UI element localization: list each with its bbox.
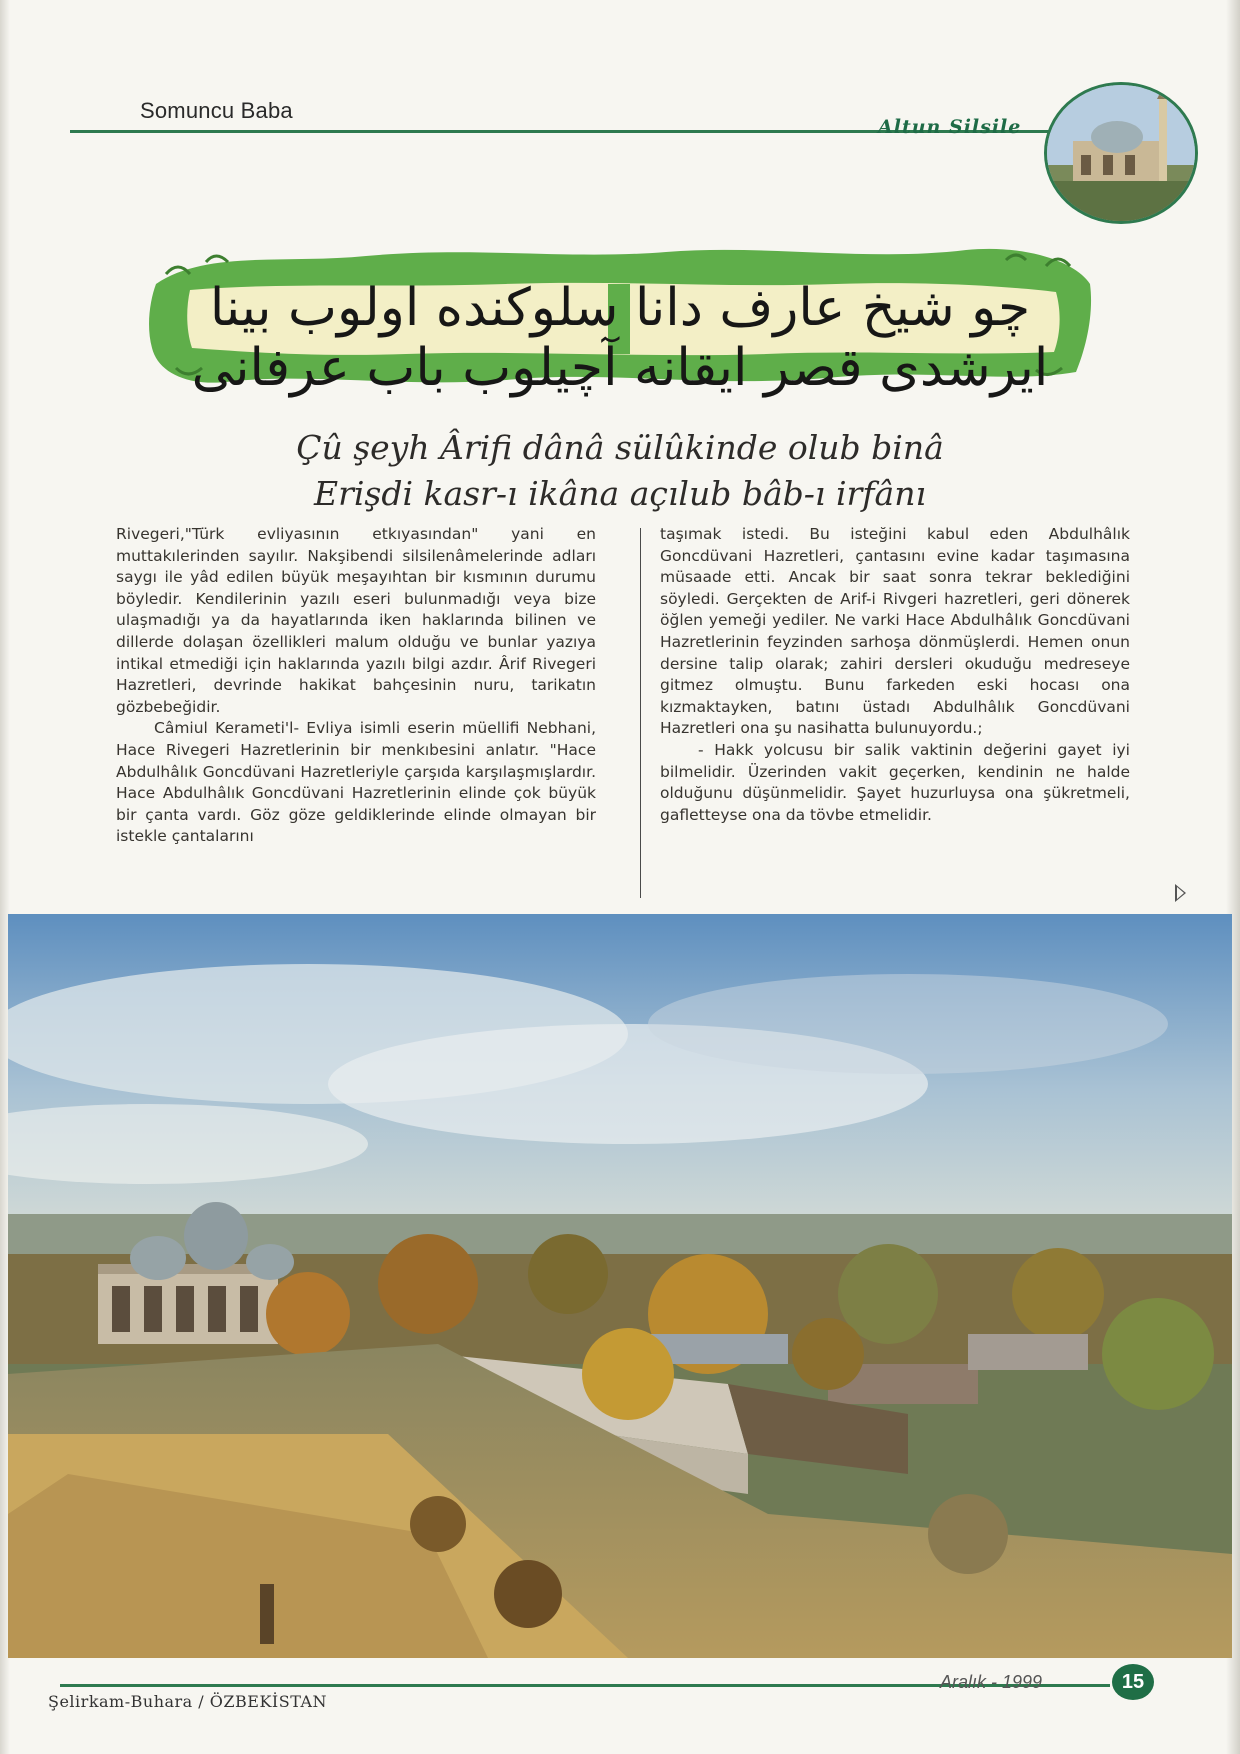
landscape-photo bbox=[8, 914, 1232, 1658]
article-paragraph: Câmiul Kerameti'l- Evliya isimli eserin müellifi Nebhani, Hace Rivegeri Hazretlerinin bir menkıbesini anlatır. "Hace Abdulhâlık Goncdüvani Hazretleriyle çarşıda karşılaşmışlardır. Hace Abdulhâlık Goncdüvani Hazretlerinin elinde çok büyük bir çanta vardı. Göz göze geldiklerinde elinde olmayan bir istekle çantalarını bbox=[116, 719, 596, 846]
photo-caption: Şelirkam-Buhara / ÖZBEKİSTAN bbox=[48, 1692, 328, 1711]
arabic-calligraphy: چو شیخ عارف دانا سلوکنده اولوب بینا ایرشدی قصر ایقانه آچیلوب باب عرفانی bbox=[191, 278, 1049, 398]
article-column-left bbox=[116, 524, 596, 848]
continue-arrow-icon bbox=[1175, 884, 1186, 902]
article-paragraph: - Hakk yolcusu bir salik vaktinin değerini gayet iyi bilmelidir. Üzerinden vakit geçerken, kendinin ne halde olduğunu düşünmelidir. Şayet huzurluysa ona şükretmeli, gafletteyse ona da tövbe etmelidir. bbox=[660, 740, 1130, 824]
mosque-thumbnail-image bbox=[1044, 82, 1198, 224]
column-divider bbox=[640, 528, 641, 898]
couplet-line-2: Erişdi kasr-ı ikâna açılub bâb-ı irfânı bbox=[313, 474, 926, 513]
issue-date: Aralık - 1999 bbox=[940, 1672, 1043, 1692]
calligraphy-banner bbox=[146, 244, 1094, 398]
article-paragraph: taşımak istedi. Bu isteğini kabul eden Abdulhâlık Goncdüvani Hazretleri, çantasını evine kadar taşımasına müsaade etti. Ancak bir saat sonra tekrar beklediğini söyledi. Gerçekten de Arif-i Rivgeri hazretleri, geri dönerek öğlen yemeği yediler. Ne varki Hace Abdulhâlık Goncdüvani Hazretlerinin feyzinden sarhoşa dönmüşlerdi. Hemen onun dersine talip olarak; zahiri dersleri okuduğu medreseye gitmez olmuştu. Bunu farkeden eski hocası ona kızmaktayken, batını üstadı Abdulhâlık Goncdüvani Hazretleri ona şu nasihatta bulunuyordu.; bbox=[660, 525, 1130, 738]
page-number: 15 bbox=[1112, 1664, 1154, 1700]
article-paragraph: Rivegeri,"Türk evliyasının etkıyasından" yani en muttakılerinden sayılır. Nakşibendi silsilenâmelerinde adları saygı ile yâd edilen büyük meşayıhtan bir kısmının durumu böyledir. Kendilerinin yazılı eseri bulunmadığı veya bize ulaşmadığı ya da hayatlarında iken haklarında bilinen ve dillerde dolaşan özellikleri malum olduğu ve bunlar yazıya intikal etmediği için haklarında yazılı bilgi azdır. Ârif Rivegeri Hazretleri, devrinde hakikat bahçesinin nuru, tarikatın gözbebeğidir. bbox=[116, 525, 596, 716]
magazine-title: Somuncu Baba bbox=[140, 98, 293, 123]
section-title: Altun Silsile bbox=[878, 116, 1022, 138]
couplet-line-1: Çû şeyh Ârifi dânâ sülûkinde olub binâ bbox=[296, 428, 944, 467]
article-column-right bbox=[660, 524, 1130, 826]
